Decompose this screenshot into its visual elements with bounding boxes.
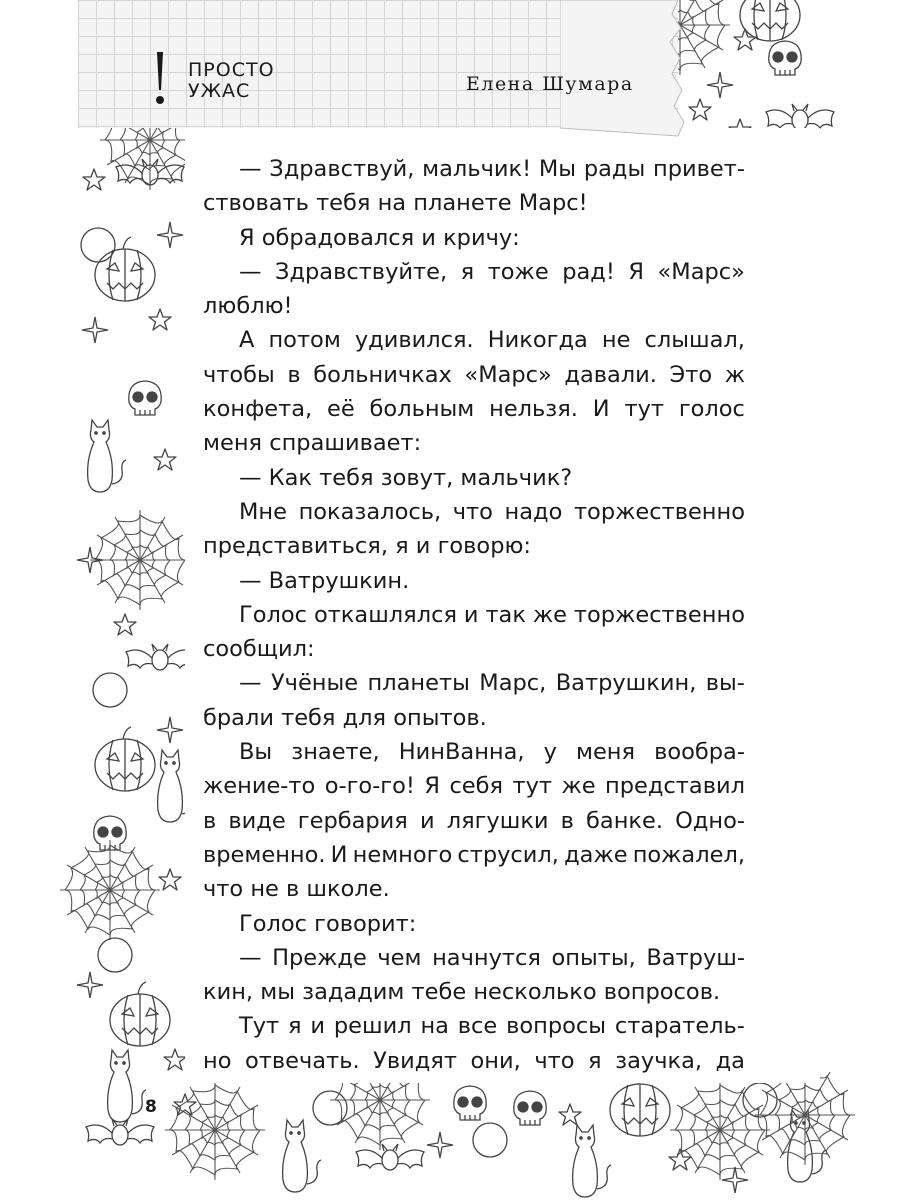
text-line: Голос говорит:: [239, 910, 417, 937]
text-line: Вы знаете, НинВанна, у меня вообра-: [239, 739, 745, 766]
text-line: жение-то о-го-го! Я себя тут же представил: [203, 773, 745, 800]
text-line: — Как тебя зовут, мальчик?: [239, 464, 573, 491]
text-line: — Прежде чем начнутся опыты, Ватруш-: [239, 944, 745, 971]
series-title: [188, 60, 308, 102]
text-line: конфета, её больным нельзя. И тут голос: [203, 396, 745, 423]
body-text: [203, 152, 745, 1078]
text-line: люблю!: [203, 293, 293, 320]
text-line: брали тебя для опытов.: [203, 704, 487, 731]
text-line: — Учёные планеты Марс, Ватрушкин, вы-: [239, 670, 745, 697]
text-line: что не в школе.: [203, 876, 390, 903]
text-line: — Здравствуй, мальчик! Мы рады привет-: [239, 156, 745, 182]
author-name: Елена Шумара: [466, 73, 634, 95]
text-line: но отвечать. Увидят они, что я заучка, да: [203, 1047, 745, 1074]
text-line: временно. И немного струсил, даже пожалел,: [203, 841, 745, 868]
text-line: кин, мы зададим тебе несколько вопросов.: [203, 979, 721, 1006]
series-title-line2: УЖАС: [188, 80, 251, 102]
page-number: 8: [145, 1097, 157, 1117]
text-line: А потом удивился. Никогда не слышал,: [239, 327, 745, 354]
text-line: Голос откашлялся и так же торжественно: [239, 601, 745, 628]
series-title-line1: ПРОСТО: [188, 59, 275, 81]
torn-paper-edge: [560, 0, 730, 140]
text-line: Тут я и решил на все вопросы старатель-: [239, 1013, 745, 1040]
text-line: представиться, я и говорю:: [203, 533, 531, 560]
text-line: — Ватрушкин.: [239, 567, 410, 594]
text-line: ствовать тебя на планете Марс!: [203, 190, 588, 217]
text-line: Я обрадовался и кричу:: [239, 224, 520, 251]
text-line: меня спрашивает:: [203, 430, 422, 457]
doodle-left-column: [60, 90, 200, 1122]
text-line: — Здравствуйте, я тоже рад! Я «Марс»: [239, 258, 745, 285]
text-line: сообщил:: [203, 636, 315, 663]
exclamation-icon: [150, 50, 170, 106]
text-line: Мне показалось, что надо торжественно: [239, 498, 745, 525]
text-line: чтобы в больничках «Марс» давали. Это ж: [203, 361, 745, 388]
text-line: в виде гербария и лягушки в банке. Одно-: [203, 807, 745, 834]
